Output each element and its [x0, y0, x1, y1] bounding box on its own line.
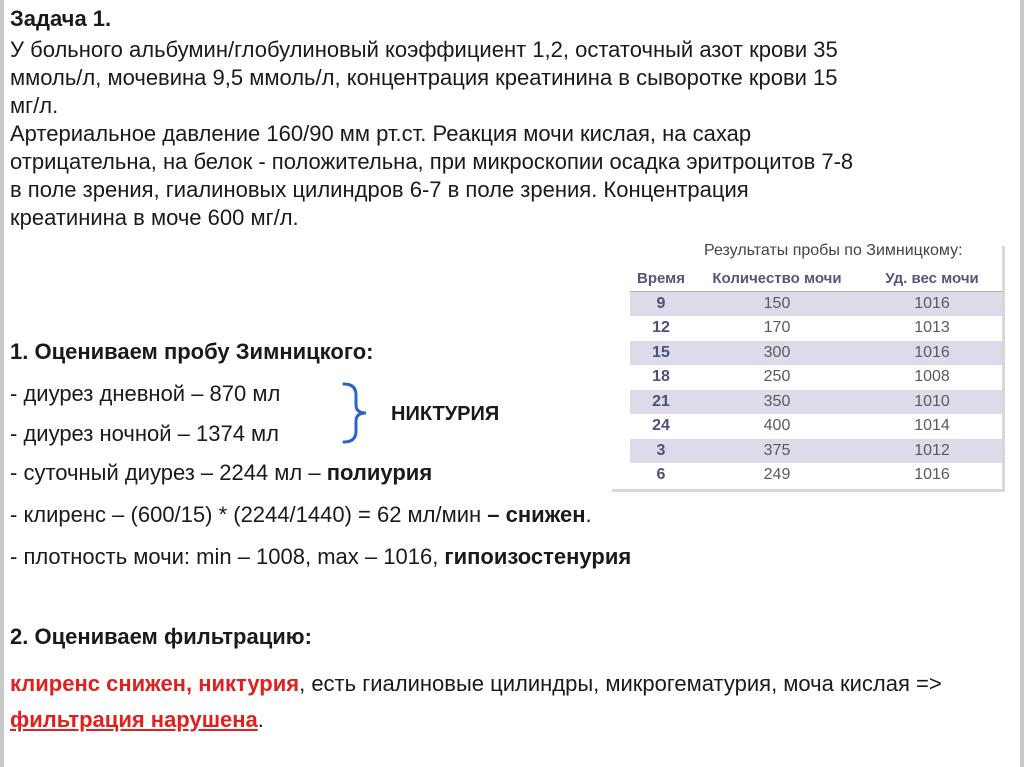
- cell-time: 6: [656, 466, 666, 484]
- cell-time: 24: [652, 417, 670, 435]
- cell-time: 21: [652, 392, 670, 410]
- cell-volume: 249: [763, 466, 791, 484]
- conclusion-middle: , есть гиалиновые цилиндры, микрогематурия, моча кислая =>: [299, 671, 942, 696]
- task-line: мг/л.: [10, 93, 59, 118]
- zimnitsky-table-panel: [604, 238, 1004, 490]
- cell-volume: 350: [763, 392, 791, 410]
- cell-time: 18: [652, 368, 670, 386]
- cell-volume: 300: [763, 343, 791, 361]
- task-description: [10, 36, 1014, 232]
- density-line: [10, 544, 631, 570]
- section1-title: 1. Оцениваем пробу Зимницкого:: [10, 339, 374, 364]
- density-text: - плотность мочи: min – 1008, max – 1016,: [10, 544, 445, 569]
- table-row: [630, 292, 1002, 317]
- cell-gravity: 1012: [914, 441, 950, 459]
- cell-volume: 150: [763, 294, 791, 312]
- clearance-formula: - клиренс – (600/15) * (2244/1440) = 62 мл/мин: [10, 502, 488, 527]
- hypoisosthenuria-label: гипоизостенурия: [444, 544, 632, 569]
- task-title: Задача 1.: [10, 6, 112, 31]
- cell-gravity: 1016: [914, 343, 950, 361]
- night-diuresis: - диурез ночной – 1374 мл: [10, 421, 280, 446]
- task-line: в поле зрения, гиалиновых цилиндров 6-7 в поле зрения. Концентрация: [10, 177, 749, 202]
- clearance-end: .: [585, 502, 592, 527]
- header-specific-gravity: Уд. вес мочи: [885, 269, 979, 287]
- cell-time: 12: [652, 319, 670, 337]
- slide-left-edge: [0, 0, 4, 767]
- conclusion-highlight: клиренс снижен, никтурия: [10, 671, 300, 696]
- cell-time: 3: [656, 441, 666, 459]
- table-row: [630, 316, 1002, 341]
- cell-gravity: 1016: [914, 294, 950, 312]
- table-row: [630, 439, 1002, 464]
- cell-gravity: 1014: [914, 417, 950, 435]
- daily-diuresis-text: - суточный диурез – 2244 мл –: [10, 460, 327, 485]
- header-urine-volume: Количество мочи: [712, 269, 842, 287]
- table-row: [630, 365, 1002, 390]
- nocturia-label: НИКТУРИЯ: [391, 403, 500, 425]
- table-shadow: [612, 489, 1005, 492]
- clearance-result: – снижен: [487, 502, 586, 527]
- table-row: [630, 341, 1002, 366]
- cell-volume: 400: [763, 417, 791, 435]
- header-time: Время: [637, 269, 685, 287]
- cell-gravity: 1013: [914, 319, 950, 337]
- table-row: [630, 390, 1002, 415]
- day-diuresis: - диурез дневной – 870 мл: [10, 381, 281, 406]
- task-line: отрицательна, на белок - положительна, при микроскопии осадка эритроцитов 7-8: [10, 149, 854, 174]
- slide-right-edge: [1020, 0, 1024, 767]
- cell-volume: 170: [763, 319, 791, 337]
- polyuria-label: полиурия: [326, 460, 433, 485]
- curly-brace-icon: [340, 381, 380, 445]
- table-shadow: [1002, 246, 1005, 492]
- zimnitsky-table: [630, 266, 1002, 488]
- cell-volume: 250: [763, 368, 791, 386]
- conclusion-end: .: [257, 707, 264, 732]
- task-line: креатинина в моче 600 мг/л.: [10, 205, 299, 230]
- cell-gravity: 1010: [914, 392, 950, 410]
- task-line: Артериальное давление 160/90 мм рт.ст. Реакция мочи кислая, на сахар: [10, 121, 752, 146]
- cell-volume: 375: [763, 441, 791, 459]
- table-header-row: [630, 266, 1002, 292]
- task-line: ммоль/л, мочевина 9,5 ммоль/л, концентрация креатинина в сыворотке крови 15: [10, 65, 838, 90]
- task-line: У больного альбумин/глобулиновый коэффициент 1,2, остаточный азот крови 35: [10, 37, 838, 62]
- filtration-conclusion: [10, 666, 1010, 738]
- clearance-line: [10, 502, 592, 528]
- cell-time: 9: [656, 294, 666, 312]
- table-row: [630, 414, 1002, 439]
- table-row: [630, 463, 1002, 488]
- daily-diuresis: [10, 460, 432, 486]
- section2-title: 2. Оцениваем фильтрацию:: [10, 624, 312, 649]
- filtration-impaired: фильтрация нарушена: [10, 707, 258, 732]
- cell-gravity: 1008: [914, 368, 950, 386]
- cell-gravity: 1016: [914, 466, 950, 484]
- table-caption: Результаты пробы по Зимницкому:: [704, 242, 963, 259]
- cell-time: 15: [652, 343, 670, 361]
